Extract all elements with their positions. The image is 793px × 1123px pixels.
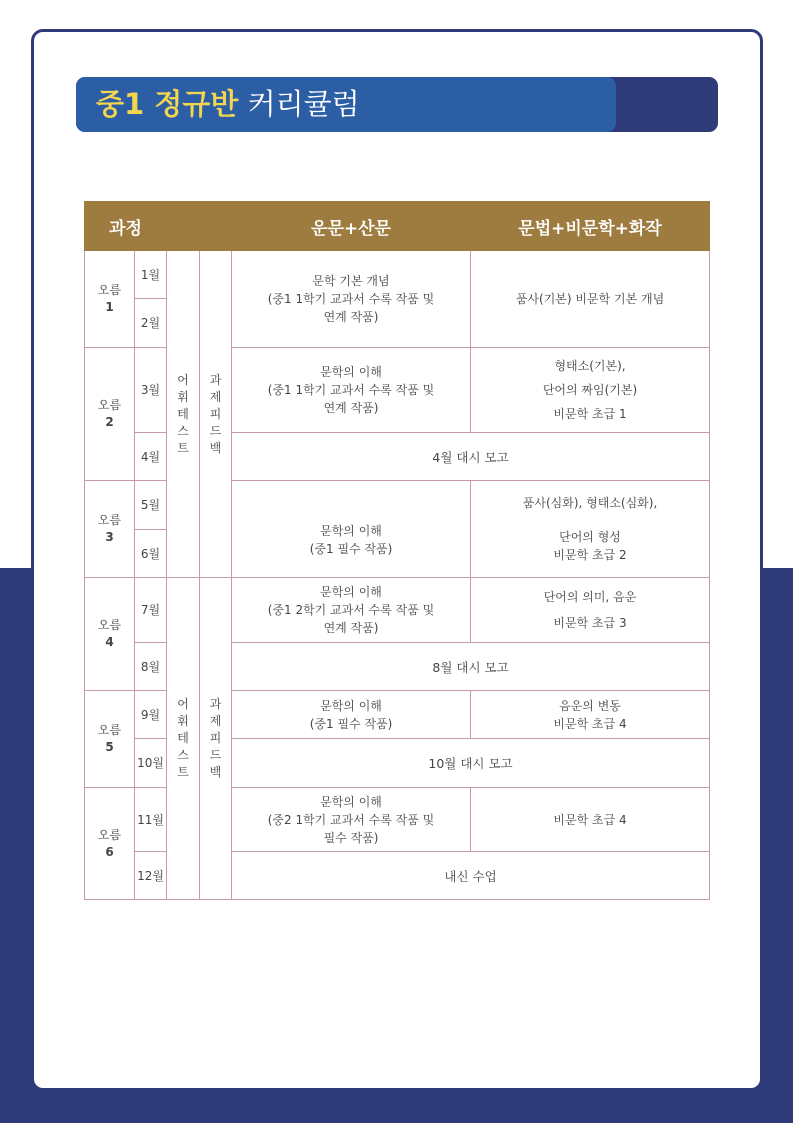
grammar-cell [471,578,710,643]
stage-num: 3 [105,530,114,544]
title-banner-inner [76,77,616,132]
feedback-char: 백 [209,440,222,455]
month-cell: 8월 [135,643,167,691]
gram-line: 품사(심화), 형태소(심화), [522,496,658,510]
month-cell: 9월 [135,691,167,739]
page-title [96,83,360,125]
gram-line: 단어의 짜임(기본) [542,383,638,397]
grammar-cell [471,788,710,852]
lit-line: (중1 필수 작품) [309,542,393,556]
stage-name: 오름 [97,618,122,632]
gram-line: 비문학 초급 2 [553,548,627,562]
gram-line: 품사(기본) 비문학 기본 개념 [515,292,665,306]
lit-line: 문학의 이해 [320,585,382,599]
table-row [85,251,710,299]
feedback-char: 백 [209,765,222,779]
feedback-cell-1 [200,251,232,578]
stage-cell-4 [85,578,135,691]
gram-line: 음운의 변동 [559,698,621,713]
gram-line: 단어의 의미, 음운 [543,590,637,604]
vocab-test-cell-1 [167,251,200,578]
feedback-cell-2 [200,578,232,900]
mock-exam-cell: 10월 대시 모고 [232,739,710,788]
vocab-char: 테 [177,406,189,421]
grammar-cell [471,348,710,433]
mock-exam-cell: 8월 대시 모고 [232,643,710,691]
gram-line: 비문학 초급 4 [553,716,627,731]
header-empty [167,202,232,251]
school-exam-cell: 내신 수업 [232,852,710,900]
vocab-char: 휘 [177,714,189,728]
lit-line: (중2 1학기 교과서 수록 작품 및 [267,812,435,827]
gram-line: 비문학 초급 3 [553,616,627,630]
lit-line: 문학의 이해 [320,698,382,713]
literature-cell [232,481,471,578]
stage-cell-3 [85,481,135,578]
stage-cell-1 [85,251,135,348]
vocab-char: 스 [177,748,189,762]
vocab-char: 휘 [177,389,189,404]
page-title-light: 커리큘럼 [247,87,360,121]
month-cell: 6월 [135,530,167,578]
lit-line: 연계 작품) [323,621,379,635]
literature-cell [232,348,471,433]
stage-num: 2 [105,415,114,429]
feedback-char: 피 [209,406,222,421]
literature-cell [232,578,471,643]
vocab-char: 트 [177,765,189,779]
month-cell: 10월 [135,739,167,788]
vocab-char: 어 [177,372,189,387]
feedback-char: 과 [209,372,222,387]
header-course: 과정 [85,202,167,251]
curriculum-table [84,201,710,900]
vocab-test-cell-2 [167,578,200,900]
lit-line: (중1 2학기 교과서 수록 작품 및 [267,603,435,617]
grammar-cell [471,691,710,739]
feedback-char: 제 [209,714,222,728]
vocab-char: 트 [177,440,189,455]
month-cell: 3월 [135,348,167,433]
stage-num: 4 [105,635,114,649]
month-cell: 12월 [135,852,167,900]
table-row [85,578,710,643]
feedback-char: 드 [209,748,222,762]
table-header-row [85,202,710,251]
literature-cell [232,788,471,852]
month-cell: 5월 [135,481,167,530]
feedback-char: 제 [209,389,222,404]
lit-line: 연계 작품) [323,310,379,324]
month-cell: 4월 [135,433,167,481]
feedback-char: 과 [209,697,222,711]
month-cell: 7월 [135,578,167,643]
vocab-char: 스 [177,423,189,438]
feedback-char: 드 [209,423,222,438]
literature-cell [232,251,471,348]
lit-line: 연계 작품) [323,401,379,415]
stage-num: 6 [105,844,114,859]
lit-line: (중1 필수 작품) [309,716,393,731]
lit-line: 문학 기본 개념 [312,274,390,288]
header-literature: 운문+산문 [232,202,471,251]
vocab-char: 어 [177,697,189,711]
title-banner [76,77,718,132]
month-cell: 1월 [135,251,167,299]
stage-num: 5 [105,740,114,754]
literature-cell [232,691,471,739]
header-grammar: 문법+비문학+화작 [471,202,710,251]
lit-line: 문학의 이해 [320,794,382,809]
stage-cell-6 [85,788,135,900]
stage-name: 오름 [97,283,122,297]
stage-cell-5 [85,691,135,788]
stage-name: 오름 [97,723,122,737]
month-cell: 11월 [135,788,167,852]
stage-cell-2 [85,348,135,481]
page-title-bold: 중1 정규반 [96,87,239,121]
gram-line: 형태소(기본), [554,359,626,373]
month-cell: 2월 [135,299,167,348]
lit-line: 문학의 이해 [320,365,382,379]
mock-exam-cell: 4월 대시 모고 [232,433,710,481]
vocab-char: 테 [177,731,189,745]
feedback-char: 피 [209,731,222,745]
grammar-cell [471,251,710,348]
lit-line: (중1 1학기 교과서 수록 작품 및 [267,292,435,306]
gram-line: 비문학 초급 4 [553,812,627,827]
stage-num: 1 [105,300,114,314]
stage-name: 오름 [97,827,122,842]
gram-line: 비문학 초급 1 [553,407,627,421]
stage-name: 오름 [97,398,122,412]
gram-line: 단어의 형성 [559,530,621,544]
lit-line: (중1 1학기 교과서 수록 작품 및 [267,383,435,397]
stage-name: 오름 [97,513,122,527]
grammar-cell [471,481,710,578]
lit-line: 문학의 이해 [320,524,382,538]
lit-line: 필수 작품) [323,830,379,845]
